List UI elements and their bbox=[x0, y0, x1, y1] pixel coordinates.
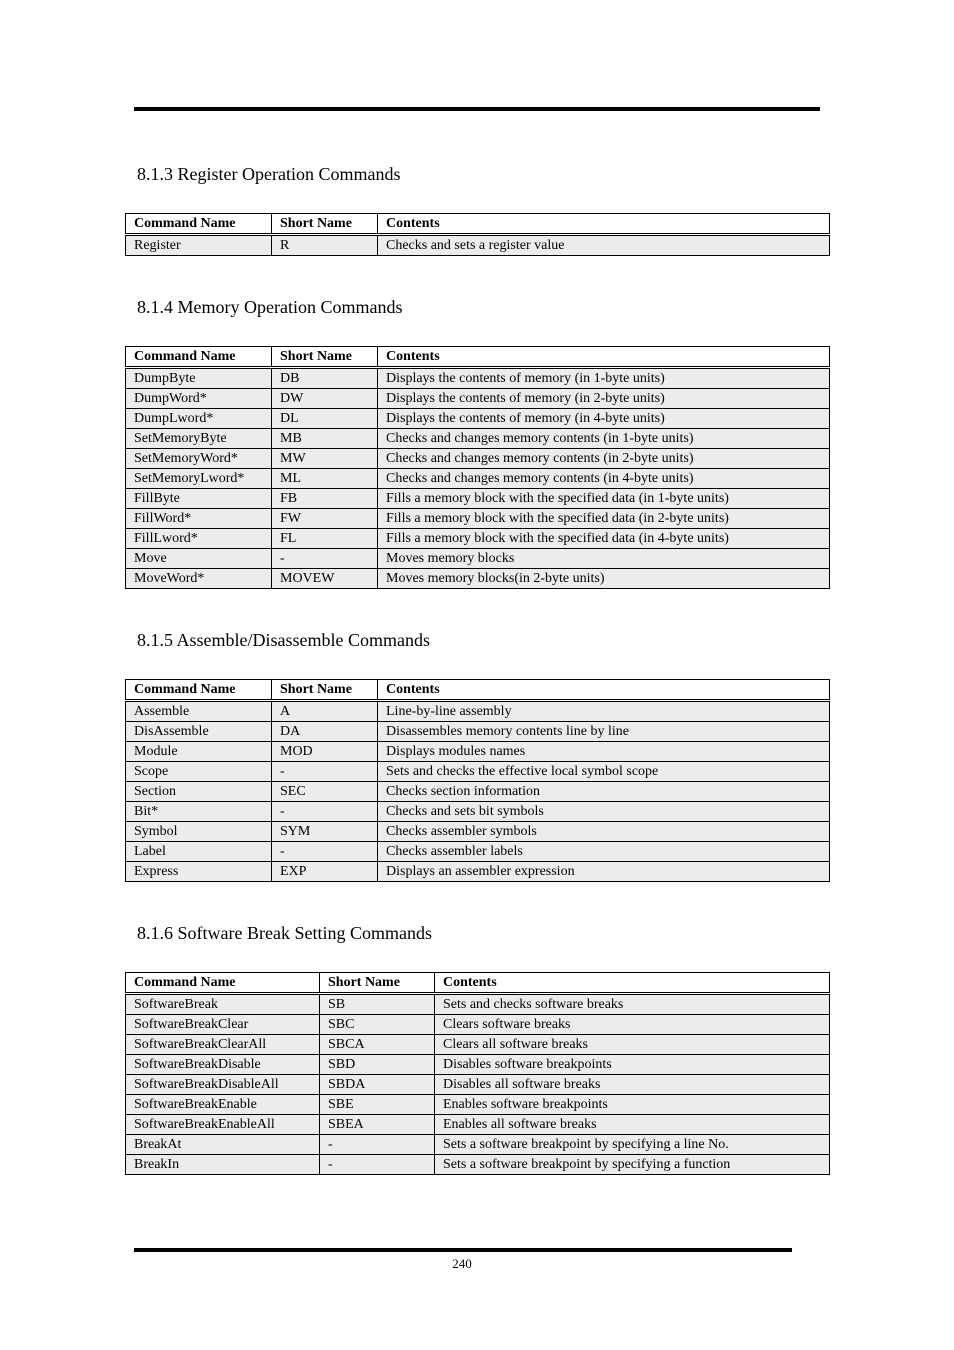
cell-short-name: MW bbox=[272, 449, 378, 469]
table-row bbox=[126, 1095, 830, 1115]
cell-short-name: MOD bbox=[272, 742, 378, 762]
cell-command-name: BreakIn bbox=[126, 1155, 320, 1175]
assemble-commands-table bbox=[125, 679, 830, 882]
cell-command-name: BreakAt bbox=[126, 1135, 320, 1155]
cell-command-name: SetMemoryLword* bbox=[126, 469, 272, 489]
cell-short-name: SEC bbox=[272, 782, 378, 802]
footer-rule bbox=[134, 1248, 792, 1252]
cell-contents: Fills a memory block with the specified data (in 1-byte units) bbox=[378, 489, 830, 509]
cell-short-name: SBC bbox=[320, 1015, 435, 1035]
cell-contents: Moves memory blocks bbox=[378, 549, 830, 569]
cell-short-name: EXP bbox=[272, 862, 378, 882]
cell-short-name: MOVEW bbox=[272, 569, 378, 589]
cell-command-name: FillWord* bbox=[126, 509, 272, 529]
table-header-row bbox=[126, 347, 830, 368]
table-row bbox=[126, 1075, 830, 1095]
cell-command-name: DumpByte bbox=[126, 368, 272, 389]
section-title-register: 8.1.3 Register Operation Commands bbox=[137, 164, 401, 184]
header-short-name: Short Name bbox=[320, 973, 435, 994]
register-commands-table bbox=[125, 213, 830, 256]
table-header-row bbox=[126, 680, 830, 701]
cell-contents: Checks and sets bit symbols bbox=[378, 802, 830, 822]
cell-contents: Checks assembler labels bbox=[378, 842, 830, 862]
cell-contents: Displays the contents of memory (in 4-byte units) bbox=[378, 409, 830, 429]
cell-command-name: Assemble bbox=[126, 701, 272, 722]
table-row bbox=[126, 701, 830, 722]
table-row bbox=[126, 469, 830, 489]
header-command-name: Command Name bbox=[126, 347, 272, 368]
cell-contents: Displays modules names bbox=[378, 742, 830, 762]
cell-command-name: DumpLword* bbox=[126, 409, 272, 429]
section-title-memory: 8.1.4 Memory Operation Commands bbox=[137, 297, 403, 317]
cell-command-name: SoftwareBreakDisableAll bbox=[126, 1075, 320, 1095]
table-row bbox=[126, 802, 830, 822]
cell-short-name: FB bbox=[272, 489, 378, 509]
cell-contents: Disables all software breaks bbox=[435, 1075, 830, 1095]
cell-command-name: Express bbox=[126, 862, 272, 882]
header-contents: Contents bbox=[378, 214, 830, 235]
cell-command-name: Module bbox=[126, 742, 272, 762]
cell-command-name: FillByte bbox=[126, 489, 272, 509]
cell-contents: Moves memory blocks(in 2-byte units) bbox=[378, 569, 830, 589]
cell-contents: Displays an assembler expression bbox=[378, 862, 830, 882]
header-command-name: Command Name bbox=[126, 973, 320, 994]
cell-command-name: Label bbox=[126, 842, 272, 862]
cell-command-name: Move bbox=[126, 549, 272, 569]
table-row bbox=[126, 822, 830, 842]
table-row bbox=[126, 862, 830, 882]
cell-short-name: MB bbox=[272, 429, 378, 449]
table-row bbox=[126, 1135, 830, 1155]
cell-command-name: SetMemoryByte bbox=[126, 429, 272, 449]
table-row bbox=[126, 782, 830, 802]
cell-contents: Checks section information bbox=[378, 782, 830, 802]
memory-commands-table bbox=[125, 346, 830, 589]
table-row bbox=[126, 429, 830, 449]
cell-short-name: SBE bbox=[320, 1095, 435, 1115]
cell-command-name: FillLword* bbox=[126, 529, 272, 549]
header-command-name: Command Name bbox=[126, 680, 272, 701]
cell-contents: Enables software breakpoints bbox=[435, 1095, 830, 1115]
cell-contents: Fills a memory block with the specified data (in 2-byte units) bbox=[378, 509, 830, 529]
cell-contents: Checks and sets a register value bbox=[378, 235, 830, 256]
cell-command-name: Section bbox=[126, 782, 272, 802]
cell-contents: Disassembles memory contents line by line bbox=[378, 722, 830, 742]
table-row bbox=[126, 489, 830, 509]
cell-command-name: SoftwareBreakEnable bbox=[126, 1095, 320, 1115]
cell-short-name: - bbox=[320, 1135, 435, 1155]
cell-command-name: SoftwareBreakDisable bbox=[126, 1055, 320, 1075]
cell-short-name: A bbox=[272, 701, 378, 722]
header-rule bbox=[134, 107, 820, 111]
cell-short-name: SBCA bbox=[320, 1035, 435, 1055]
cell-contents: Line-by-line assembly bbox=[378, 701, 830, 722]
software-break-commands-table bbox=[125, 972, 830, 1175]
table-row bbox=[126, 1015, 830, 1035]
cell-contents: Clears software breaks bbox=[435, 1015, 830, 1035]
cell-command-name: SetMemoryWord* bbox=[126, 449, 272, 469]
table-row bbox=[126, 1155, 830, 1175]
cell-contents: Enables all software breaks bbox=[435, 1115, 830, 1135]
header-short-name: Short Name bbox=[272, 680, 378, 701]
table-header-row bbox=[126, 214, 830, 235]
page-number: 240 bbox=[452, 1256, 472, 1271]
cell-command-name: Scope bbox=[126, 762, 272, 782]
cell-short-name: DA bbox=[272, 722, 378, 742]
cell-short-name: - bbox=[272, 549, 378, 569]
cell-short-name: SBEA bbox=[320, 1115, 435, 1135]
cell-contents: Disables software breakpoints bbox=[435, 1055, 830, 1075]
header-contents: Contents bbox=[378, 347, 830, 368]
cell-short-name: ML bbox=[272, 469, 378, 489]
table-row bbox=[126, 569, 830, 589]
table-row bbox=[126, 449, 830, 469]
table-row bbox=[126, 1115, 830, 1135]
cell-short-name: SBDA bbox=[320, 1075, 435, 1095]
cell-contents: Checks and changes memory contents (in 1-byte units) bbox=[378, 429, 830, 449]
cell-short-name: DL bbox=[272, 409, 378, 429]
table-header-row bbox=[126, 973, 830, 994]
header-command-name: Command Name bbox=[126, 214, 272, 235]
cell-contents: Clears all software breaks bbox=[435, 1035, 830, 1055]
table-row bbox=[126, 368, 830, 389]
table-row bbox=[126, 762, 830, 782]
table-row bbox=[126, 1055, 830, 1075]
cell-command-name: DisAssemble bbox=[126, 722, 272, 742]
cell-short-name: - bbox=[272, 842, 378, 862]
header-short-name: Short Name bbox=[272, 214, 378, 235]
cell-short-name: - bbox=[272, 802, 378, 822]
header-contents: Contents bbox=[378, 680, 830, 701]
table-row bbox=[126, 742, 830, 762]
cell-contents: Displays the contents of memory (in 2-byte units) bbox=[378, 389, 830, 409]
header-contents: Contents bbox=[435, 973, 830, 994]
cell-contents: Displays the contents of memory (in 1-byte units) bbox=[378, 368, 830, 389]
cell-contents: Sets and checks the effective local symbol scope bbox=[378, 762, 830, 782]
cell-short-name: SYM bbox=[272, 822, 378, 842]
cell-command-name: MoveWord* bbox=[126, 569, 272, 589]
cell-short-name: R bbox=[272, 235, 378, 256]
cell-command-name: Bit* bbox=[126, 802, 272, 822]
cell-command-name: SoftwareBreakClearAll bbox=[126, 1035, 320, 1055]
table-row bbox=[126, 994, 830, 1015]
table-row bbox=[126, 842, 830, 862]
cell-short-name: FL bbox=[272, 529, 378, 549]
table-row bbox=[126, 529, 830, 549]
cell-contents: Checks and changes memory contents (in 4-byte units) bbox=[378, 469, 830, 489]
cell-command-name: Register bbox=[126, 235, 272, 256]
cell-short-name: DW bbox=[272, 389, 378, 409]
cell-short-name: DB bbox=[272, 368, 378, 389]
cell-command-name: SoftwareBreakEnableAll bbox=[126, 1115, 320, 1135]
table-row bbox=[126, 722, 830, 742]
cell-command-name: SoftwareBreak bbox=[126, 994, 320, 1015]
table-row bbox=[126, 1035, 830, 1055]
cell-short-name: SB bbox=[320, 994, 435, 1015]
cell-contents: Sets and checks software breaks bbox=[435, 994, 830, 1015]
section-title-software-break: 8.1.6 Software Break Setting Commands bbox=[137, 923, 432, 943]
cell-short-name: - bbox=[320, 1155, 435, 1175]
cell-short-name: SBD bbox=[320, 1055, 435, 1075]
table-row bbox=[126, 409, 830, 429]
cell-contents: Fills a memory block with the specified data (in 4-byte units) bbox=[378, 529, 830, 549]
table-row bbox=[126, 549, 830, 569]
cell-command-name: SoftwareBreakClear bbox=[126, 1015, 320, 1035]
section-title-assemble: 8.1.5 Assemble/Disassemble Commands bbox=[137, 630, 430, 650]
cell-contents: Sets a software breakpoint by specifying a function bbox=[435, 1155, 830, 1175]
cell-command-name: Symbol bbox=[126, 822, 272, 842]
cell-command-name: DumpWord* bbox=[126, 389, 272, 409]
cell-contents: Checks and changes memory contents (in 2-byte units) bbox=[378, 449, 830, 469]
table-row bbox=[126, 235, 830, 256]
cell-contents: Sets a software breakpoint by specifying a line No. bbox=[435, 1135, 830, 1155]
table-row bbox=[126, 509, 830, 529]
cell-contents: Checks assembler symbols bbox=[378, 822, 830, 842]
cell-short-name: FW bbox=[272, 509, 378, 529]
header-short-name: Short Name bbox=[272, 347, 378, 368]
cell-short-name: - bbox=[272, 762, 378, 782]
table-row bbox=[126, 389, 830, 409]
